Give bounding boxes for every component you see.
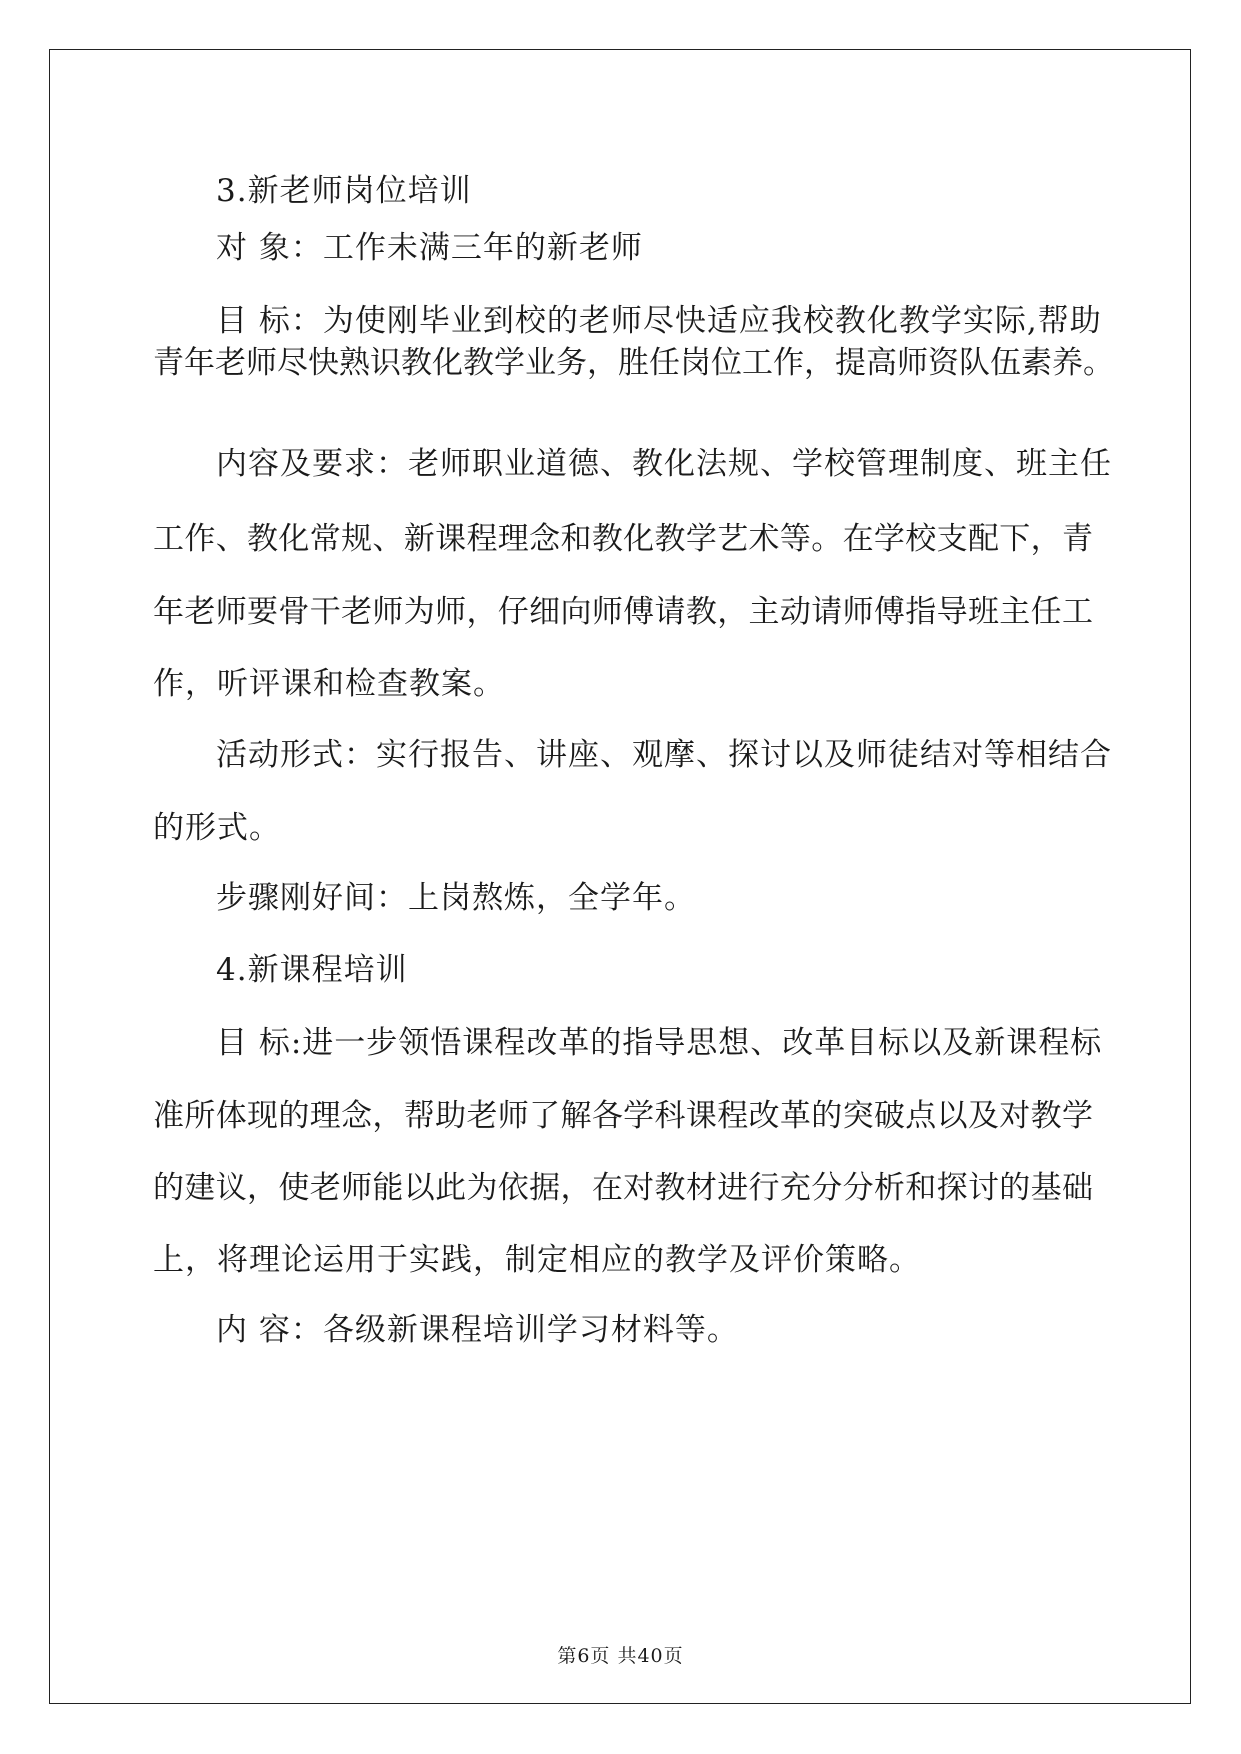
- paragraph-line: 步骤刚好间：上岗熬炼，全学年。: [216, 880, 696, 916]
- paragraph-line: 内容及要求：老师职业道德、教化法规、学校管理制度、班主任: [216, 446, 1112, 482]
- paragraph-line: 工作、教化常规、新课程理念和教化教学艺术等。在学校支配下，青: [153, 521, 1093, 557]
- paragraph-line: 上，将理论运用于实践，制定相应的教学及评价策略。: [153, 1242, 921, 1278]
- paragraph-line: 青年老师尽快熟识教化教学业务，胜任岗位工作，提高师资队伍素养。: [153, 345, 1114, 381]
- paragraph-line: 的建议，使老师能以此为依据，在对教材进行充分分析和探讨的基础: [153, 1170, 1093, 1206]
- paragraph-line: 作，听评课和检查教案。: [153, 666, 505, 702]
- paragraph-line: 年老师要骨干老师为师，仔细向师傅请教，主动请师傅指导班主任工: [153, 594, 1093, 630]
- paragraph-line: 目 标:进一步领悟课程改革的指导思想、改革目标以及新课程标: [216, 1025, 1103, 1061]
- section-heading-new-teacher: 3.新老师岗位培训: [216, 173, 472, 209]
- paragraph-line: 准所体现的理念，帮助老师了解各学科课程改革的突破点以及对教学: [153, 1098, 1093, 1134]
- paragraph-line: 目 标：为使刚毕业到校的老师尽快适应我校教化教学实际,帮助: [216, 303, 1102, 339]
- page-border: [49, 49, 1191, 1704]
- paragraph-line: 对 象：工作未满三年的新老师: [216, 230, 643, 266]
- paragraph-line: 的形式。: [153, 810, 281, 846]
- paragraph-line: 内 容：各级新课程培训学习材料等。: [216, 1312, 739, 1348]
- paragraph-line: 活动形式：实行报告、讲座、观摩、探讨以及师徒结对等相结合: [216, 737, 1112, 773]
- section-heading-new-curriculum: 4.新课程培训: [216, 952, 408, 988]
- page-number-footer: 第6页 共40页: [557, 1645, 684, 1667]
